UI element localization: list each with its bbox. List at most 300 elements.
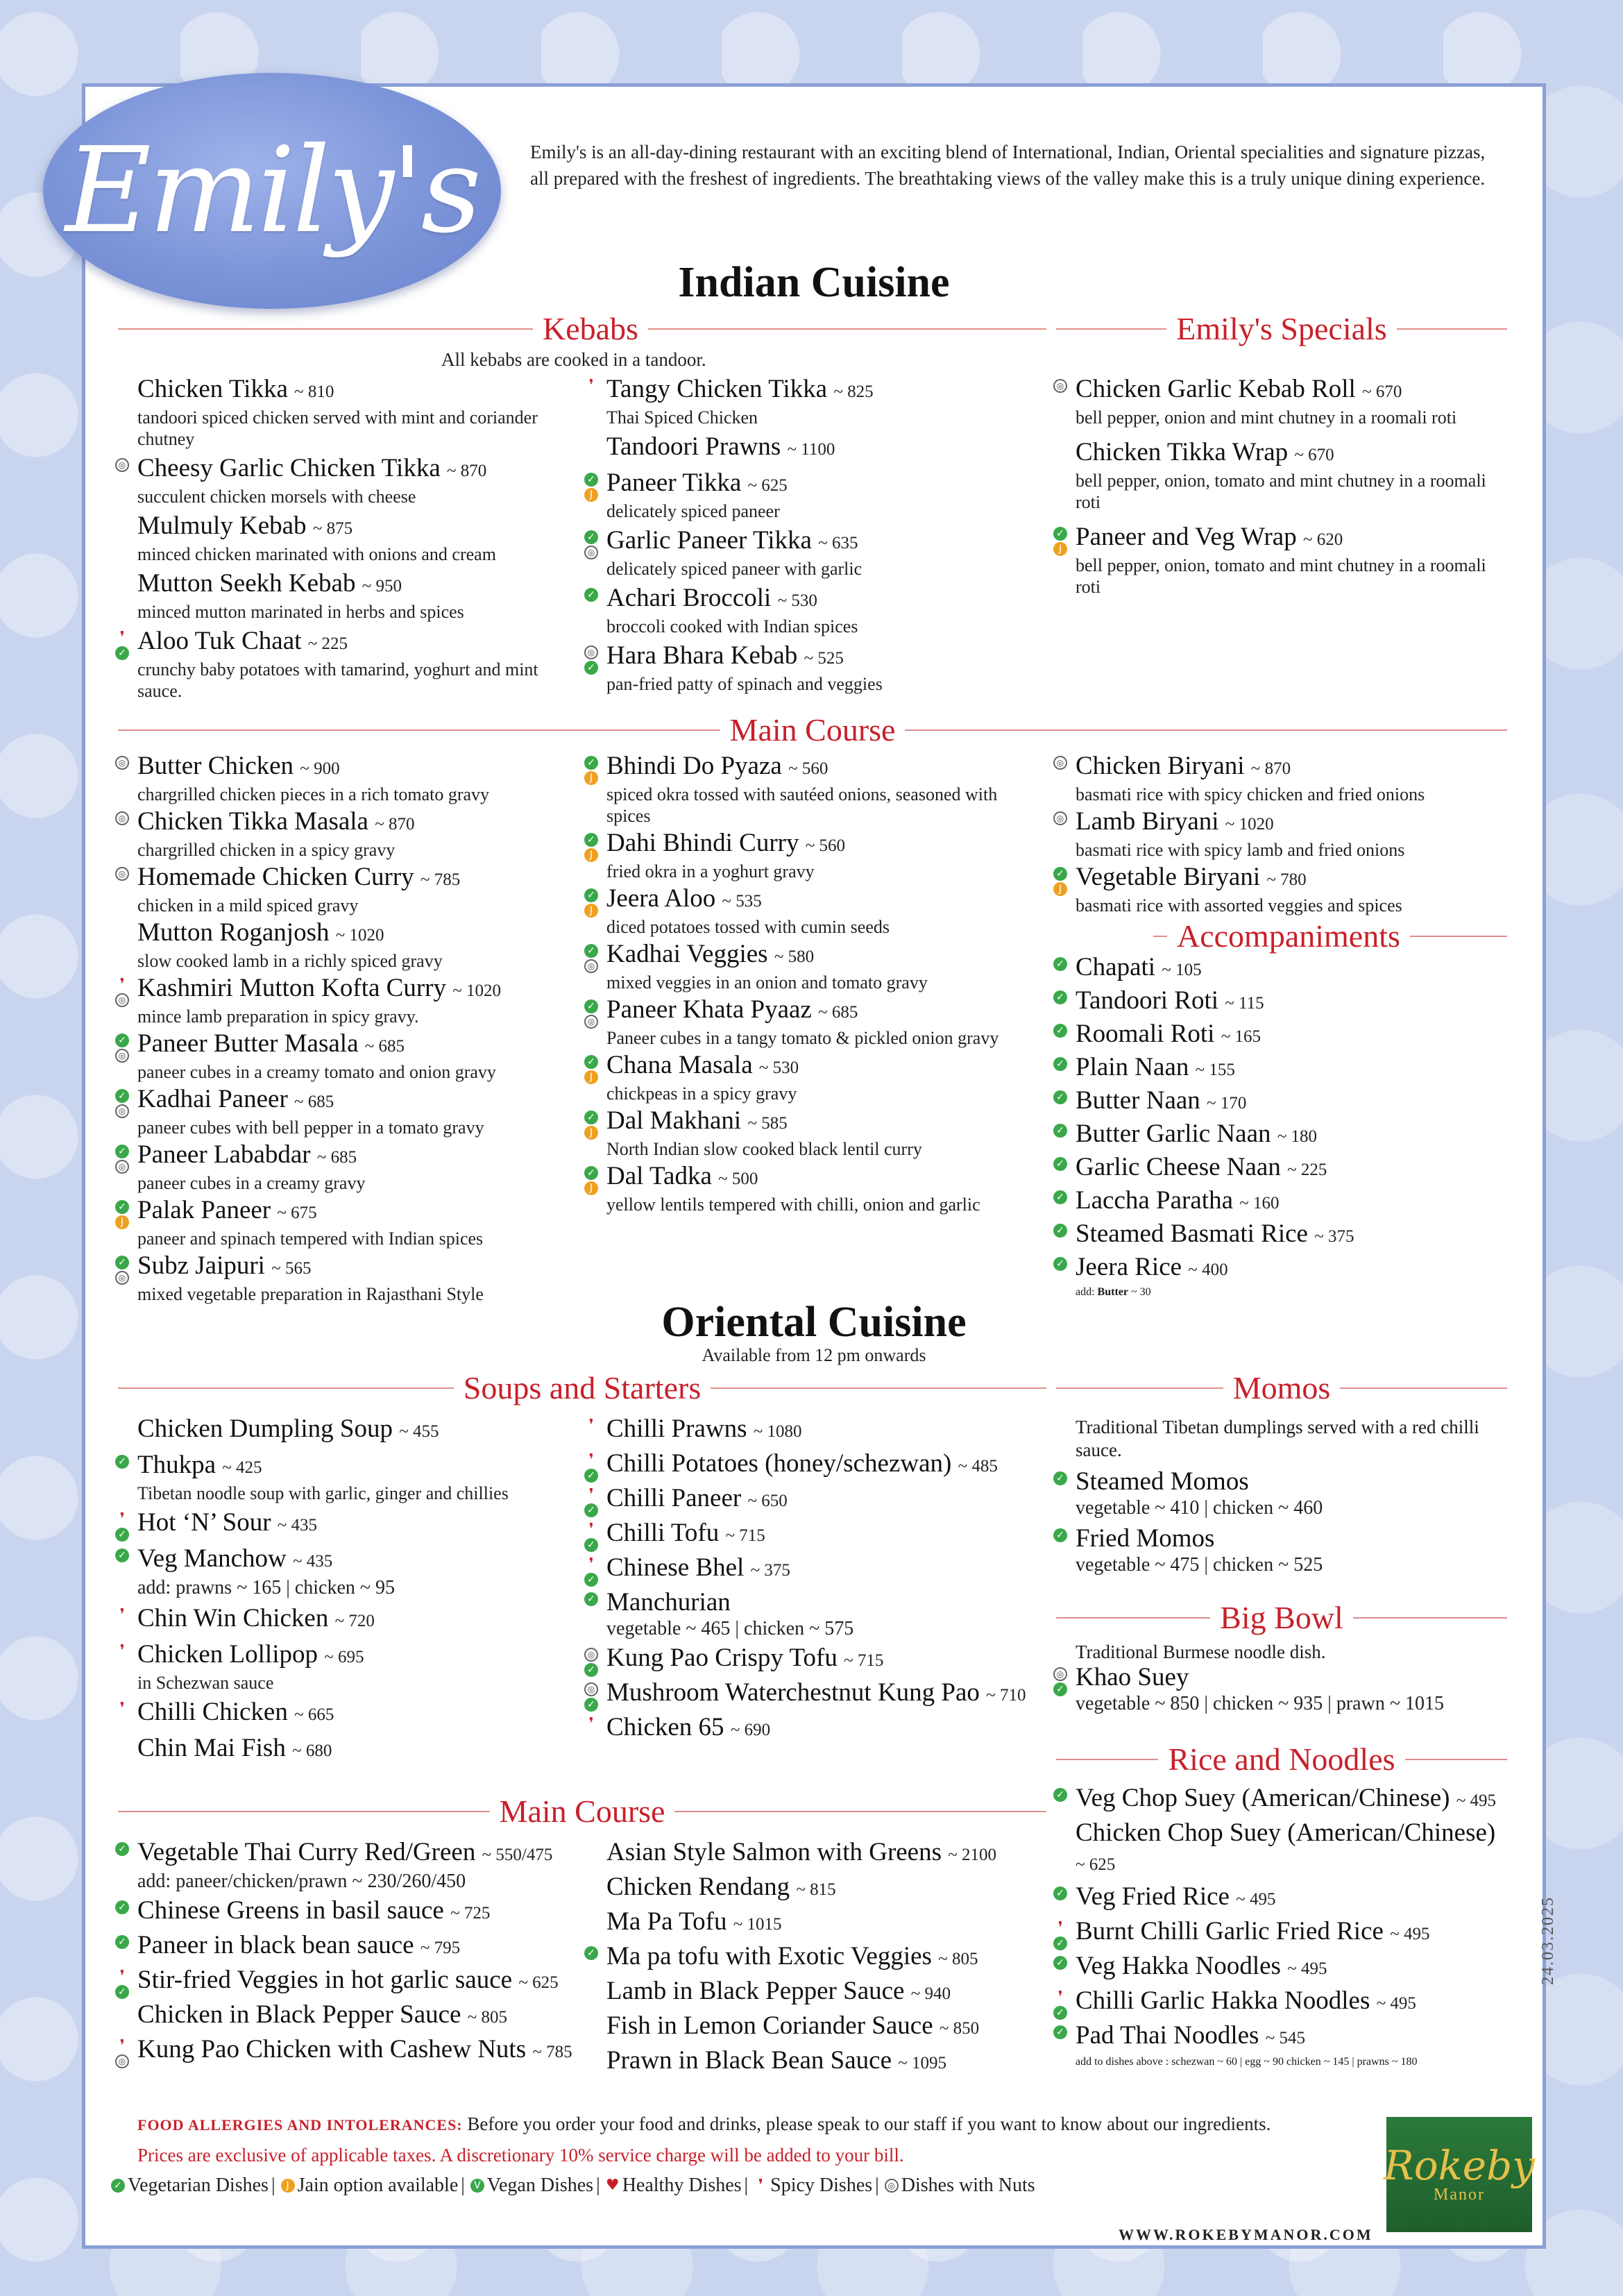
- item-desc: paneer cubes with bell pepper in a tomato gravy: [137, 1117, 484, 1138]
- item-price: ~ 1080: [753, 1422, 802, 1441]
- item-price: ~ 550/475: [482, 1846, 553, 1864]
- item-icons: [115, 1455, 133, 1469]
- item-name: [137, 1544, 583, 1576]
- veg-icon: ✓: [584, 588, 598, 602]
- item-icons: [115, 1512, 133, 1542]
- item-name: [137, 1838, 583, 1870]
- item-name-text: Vegetable Biryani: [1076, 863, 1261, 891]
- item-add: vegetable ~ 475 | chicken ~ 525: [1076, 1554, 1323, 1576]
- menu-item: [587, 1162, 1038, 1215]
- item-name: [606, 1977, 1038, 2009]
- item-name-text: Veg Fried Rice: [1076, 1882, 1230, 1911]
- item-name-text: Kadhai Veggies: [606, 940, 768, 968]
- item-price: ~ 435: [277, 1516, 318, 1535]
- nut-icon: ◎: [1053, 379, 1067, 393]
- item-price: ~ 1020: [335, 926, 384, 945]
- veg-icon: ✓: [1053, 1124, 1067, 1138]
- nut-icon: ◎: [584, 1682, 598, 1696]
- item-price: ~ 565: [271, 1259, 312, 1278]
- item-price: ~ 815: [796, 1880, 836, 1899]
- nut-icon: ◎: [1053, 811, 1067, 825]
- item-icons: [584, 1523, 602, 1552]
- big-bowl-col: [1056, 1641, 1507, 1720]
- item-name: [1076, 1882, 1507, 1914]
- nut-icon: ◎: [1053, 756, 1067, 770]
- item-price: ~ 1020: [452, 981, 502, 1000]
- menu-item: [1056, 1784, 1507, 1816]
- item-price: ~ 580: [774, 947, 815, 966]
- menu-item: [118, 1896, 583, 1928]
- item-name: [606, 1106, 1038, 1138]
- spicy-icon: ❜: [1057, 1989, 1063, 2006]
- item-desc: spiced okra tossed with sautéed onions, seasoned with spices: [606, 784, 998, 826]
- item-icons: [1053, 1788, 1071, 1802]
- item-icons: [115, 1900, 133, 1914]
- item-price: ~ 695: [324, 1648, 364, 1666]
- veg-icon: ✓: [1053, 1936, 1067, 1950]
- item-name-text: Fried Momos: [1076, 1524, 1215, 1553]
- item-icons: [115, 1842, 133, 1856]
- allergy-note: FOOD ALLERGIES AND INTOLERANCES: Before you order your food and drinks, please speak to our staff if you want to know about our ingredients.: [137, 2113, 1271, 2134]
- item-name: [1076, 1153, 1507, 1185]
- menu-item: [587, 432, 1031, 464]
- item-name-text: Mushroom Waterchestnut Kung Pao: [606, 1678, 980, 1707]
- item-price: ~ 535: [722, 892, 762, 911]
- item-name: [606, 1051, 1038, 1083]
- item-price: ~ 375: [750, 1561, 790, 1580]
- menu-item: [118, 1415, 583, 1446]
- item-price: ~ 560: [788, 759, 829, 778]
- menu-item: [118, 1698, 583, 1730]
- item-name: [1076, 1524, 1507, 1553]
- item-name-text: Chin Win Chicken: [137, 1604, 329, 1632]
- item-price: ~ 670: [1294, 446, 1334, 464]
- vegan-icon: V: [470, 2179, 484, 2193]
- menu-item: [1056, 2021, 1507, 2053]
- veg-icon: ✓: [115, 1089, 129, 1103]
- item-price: ~ 225: [307, 634, 348, 653]
- item-name-text: Dal Makhani: [606, 1106, 742, 1135]
- item-name: [137, 1931, 583, 1963]
- indian-cuisine-title: Indian Cuisine: [678, 259, 950, 306]
- menu-item: [118, 1640, 583, 1694]
- item-name-text: Chicken Dumpling Soup: [137, 1415, 393, 1443]
- menu-item: [587, 2046, 1038, 2078]
- item-name-text: Paneer and Veg Wrap: [1076, 523, 1297, 551]
- item-name-text: Butter Garlic Naan: [1076, 1120, 1271, 1148]
- item-desc: bell pepper, onion and mint chutney in a roomali roti: [1076, 407, 1457, 428]
- item-price: ~ 530: [758, 1058, 799, 1077]
- menu-date: 24.03.2025: [1539, 1896, 1557, 1985]
- item-name-text: Chinese Greens in basil sauce: [137, 1896, 444, 1925]
- menu-item: [1056, 1917, 1507, 1949]
- menu-item: [587, 1942, 1038, 1974]
- item-name-text: Plain Naan: [1076, 1053, 1189, 1081]
- item-icons: [1053, 2025, 1071, 2039]
- item-name: [137, 1196, 583, 1228]
- spicy-icon: ❜: [119, 1968, 125, 1985]
- item-name: [1076, 863, 1507, 895]
- item-name-text: Chin Mai Fish: [137, 1734, 286, 1762]
- veg-icon: ✓: [115, 1842, 129, 1856]
- veg-icon: ✓: [1053, 1057, 1067, 1071]
- item-name: [137, 512, 583, 543]
- menu-item: [118, 1140, 583, 1194]
- menu-item: [118, 1451, 583, 1504]
- menu-item: [587, 1106, 1038, 1160]
- item-name-text: Chicken Garlic Kebab Roll: [1076, 375, 1356, 403]
- item-icons: [584, 1648, 602, 1677]
- veg-icon: ✓: [1053, 1471, 1067, 1485]
- kebabs-col1: [118, 375, 583, 706]
- kebabs-note: All kebabs are cooked in a tandoor.: [441, 349, 706, 370]
- item-name: [137, 2035, 583, 2067]
- item-icons: [115, 1644, 133, 1658]
- item-desc: paneer and spinach tempered with Indian spices: [137, 1229, 484, 1249]
- item-name: [1076, 1818, 1507, 1880]
- menu-item: [587, 995, 1038, 1049]
- spicy-icon: ❜: [119, 629, 125, 646]
- nut-icon: ◎: [584, 1015, 598, 1029]
- item-name-text: Paneer Khata Pyaaz: [606, 995, 812, 1024]
- item-name-text: Chicken Chop Suey (American/Chinese): [1076, 1818, 1496, 1847]
- veg-icon: ✓: [115, 1145, 129, 1158]
- legend-label: Spicy Dishes: [770, 2175, 873, 2196]
- item-price: ~ 225: [1287, 1160, 1327, 1179]
- menu-item: [118, 569, 583, 623]
- item-desc: chicken in a mild spiced gravy: [137, 895, 359, 915]
- item-icons: [1053, 1190, 1071, 1204]
- spicy-icon: ❜: [758, 2177, 763, 2194]
- veg-icon: ✓: [584, 999, 598, 1013]
- legend-item: [281, 2175, 465, 2197]
- item-name: [1076, 752, 1507, 784]
- item-name-text: Chicken Rendang: [606, 1873, 790, 1901]
- item-name-text: Garlic Paneer Tikka: [606, 526, 812, 555]
- item-price: ~ 1100: [787, 440, 835, 459]
- item-name: [1076, 1020, 1507, 1052]
- veg-icon: ✓: [115, 1985, 129, 1999]
- nut-icon: ◎: [115, 2054, 129, 2068]
- item-name: [137, 1698, 583, 1730]
- item-name: [606, 469, 1031, 500]
- legend-item: [470, 2175, 600, 2197]
- item-icons: [1053, 1157, 1071, 1171]
- item-name: [606, 1942, 1038, 1974]
- item-price: ~ 625: [747, 476, 788, 495]
- item-icons: [584, 944, 602, 973]
- veg-icon: ✓: [584, 1166, 598, 1180]
- item-name-text: Paneer Butter Masala: [137, 1029, 359, 1058]
- item-name-text: Butter Chicken: [137, 752, 294, 780]
- item-icons: [584, 1111, 602, 1140]
- nut-icon: ◎: [115, 1160, 129, 1174]
- item-name: [606, 432, 1031, 464]
- spicy-icon: ❜: [588, 1715, 594, 1732]
- item-name: [137, 918, 583, 950]
- item-name: [606, 375, 1031, 407]
- item-name-text: Chilli Paneer: [606, 1484, 742, 1512]
- item-name-text: Garlic Cheese Naan: [1076, 1153, 1281, 1181]
- item-desc: succulent chicken morsels with cheese: [137, 487, 416, 507]
- item-price: ~ 720: [334, 1612, 375, 1630]
- item-price: ~ 530: [777, 591, 817, 610]
- nut-icon: ◎: [115, 1104, 129, 1118]
- item-name: [137, 1734, 583, 1766]
- item-name: [137, 627, 583, 659]
- menu-item: [1056, 1086, 1507, 1118]
- item-desc: basmati rice with spicy chicken and fried onions: [1076, 784, 1425, 804]
- item-icons: [1053, 1471, 1071, 1485]
- item-icons: [1053, 1090, 1071, 1104]
- item-name-text: Palak Paneer: [137, 1196, 271, 1224]
- legend-label: Dishes with Nuts: [901, 2175, 1035, 2196]
- item-icons: [1053, 1057, 1071, 1071]
- menu-item: [1056, 1020, 1507, 1052]
- item-icons: [584, 1055, 602, 1084]
- item-name-text: Kadhai Paneer: [137, 1085, 288, 1113]
- veg-icon: ✓: [1053, 990, 1067, 1004]
- item-icons: [115, 978, 133, 1007]
- legend-separator: |: [744, 2175, 749, 2196]
- big-bowl-desc: Traditional Burmese noodle dish.: [1076, 1641, 1326, 1662]
- item-name-text: Steamed Basmati Rice: [1076, 1219, 1308, 1248]
- menu-item: [1056, 375, 1507, 428]
- item-name-text: Steamed Momos: [1076, 1467, 1249, 1496]
- item-price: ~ 665: [294, 1705, 334, 1724]
- item-name: [1076, 1986, 1507, 2018]
- menu-item: [587, 1678, 1038, 1710]
- item-name: [1076, 1467, 1507, 1496]
- item-name-text: Chinese Bhel: [606, 1553, 745, 1582]
- nut-icon: ◎: [584, 1648, 598, 1662]
- item-icons: [1053, 756, 1071, 770]
- menu-item: [118, 627, 583, 702]
- spicy-icon: ❜: [119, 1642, 125, 1660]
- item-desc: fried okra in a yoghurt gravy: [606, 861, 815, 881]
- item-name: [606, 1644, 1038, 1675]
- item-icons: [584, 1592, 602, 1606]
- item-name: [137, 1896, 583, 1928]
- jain-icon: J: [1053, 542, 1067, 556]
- item-name-text: Mulmuly Kebab: [137, 512, 307, 540]
- menu-item: [587, 1713, 1038, 1745]
- spicy-icon: ❜: [119, 1510, 125, 1528]
- item-name: Khao Suey: [1076, 1663, 1189, 1691]
- accompaniments-heading: Accompaniments: [1153, 918, 1507, 954]
- item-icons: [115, 1970, 133, 1999]
- item-icons: [1053, 1257, 1071, 1271]
- menu-item: [587, 752, 1038, 827]
- menu-item: [118, 454, 583, 507]
- menu-item: [118, 1544, 583, 1600]
- website-url[interactable]: WWW.ROKEBYMANOR.COM: [1119, 2226, 1373, 2243]
- oriental-main-course-heading: Main Course: [118, 1793, 1046, 1830]
- menu-item: [1056, 1253, 1507, 1285]
- item-name-text: Chicken in Black Pepper Sauce: [137, 2000, 461, 2029]
- menu-item: [1056, 1524, 1507, 1577]
- item-name-text: Chana Masala: [606, 1051, 753, 1079]
- nut-icon: ◎: [115, 867, 129, 881]
- menu-item: [118, 1966, 583, 1998]
- item-price: ~ 425: [222, 1458, 262, 1477]
- legend-label: Jain option available: [297, 2175, 459, 2196]
- item-icons: [115, 756, 133, 770]
- item-name-text: Paneer Tikka: [606, 469, 742, 497]
- nut-icon: ◎: [115, 1271, 129, 1285]
- menu-item: [118, 807, 583, 861]
- item-add: vegetable ~ 465 | chicken ~ 575: [606, 1618, 854, 1639]
- item-price: ~ 625: [518, 1973, 559, 1992]
- item-name-text: Dal Tadka: [606, 1162, 712, 1190]
- item-name-text: Chicken 65: [606, 1713, 724, 1741]
- item-price: ~ 715: [844, 1651, 884, 1670]
- item-icons: [584, 756, 602, 785]
- item-icons: [584, 473, 602, 502]
- menu-item: [1056, 1663, 1507, 1716]
- item-name-text: Hot ‘N’ Sour: [137, 1508, 271, 1537]
- item-icons: [115, 1089, 133, 1118]
- item-price: ~ 785: [420, 870, 461, 889]
- item-price: ~ 2100: [948, 1846, 997, 1864]
- item-name-text: Asian Style Salmon with Greens: [606, 1838, 942, 1866]
- spicy-icon: ❜: [588, 1451, 594, 1469]
- add-label: add:: [1076, 1286, 1095, 1298]
- rice-col: [1056, 1784, 1507, 2068]
- jain-icon: J: [281, 2179, 295, 2193]
- item-name-text: Ma pa tofu with Exotic Veggies: [606, 1942, 932, 1970]
- item-name: [137, 1604, 583, 1636]
- item-name: [606, 526, 1031, 558]
- item-name-text: Stir-fried Veggies in hot garlic sauce: [137, 1966, 513, 1994]
- veg-icon: ✓: [584, 1111, 598, 1124]
- veg-icon: ✓: [111, 2179, 125, 2193]
- menu-item: [118, 1931, 583, 1963]
- item-icons: [584, 1488, 602, 1517]
- item-name-text: Chicken Lollipop: [137, 1640, 318, 1669]
- spicy-icon: ❜: [119, 2037, 125, 2054]
- veg-icon: ✓: [115, 1935, 129, 1949]
- item-price: ~ 685: [316, 1148, 357, 1167]
- item-name: [137, 1451, 583, 1483]
- menu-item: [1056, 1882, 1507, 1914]
- emilys-logo: Emily's: [43, 73, 501, 309]
- legend-item: [111, 2175, 275, 2197]
- item-price: ~ 435: [293, 1552, 333, 1571]
- item-name: [606, 1415, 1038, 1446]
- menu-item: [1056, 953, 1507, 985]
- menu-item: [118, 1838, 583, 1893]
- menu-item: [587, 1519, 1038, 1551]
- veg-icon: ✓: [1053, 527, 1067, 541]
- veg-icon: ✓: [1053, 1157, 1067, 1171]
- item-icons: [1053, 1956, 1071, 1970]
- item-desc: tandoori spiced chicken served with mint and coriander chutney: [137, 407, 538, 449]
- menu-item: [118, 863, 583, 916]
- item-price: ~ 685: [818, 1003, 858, 1022]
- legend-separator: |: [271, 2175, 275, 2196]
- menu-item: [587, 1977, 1038, 2009]
- item-icons: [1053, 1024, 1071, 1038]
- item-price: ~ 375: [1314, 1227, 1354, 1246]
- menu-item: [587, 1553, 1038, 1585]
- item-icons: [115, 1608, 133, 1622]
- menu-item: [118, 1196, 583, 1249]
- item-name-text: Pad Thai Noodles: [1076, 2021, 1259, 2050]
- item-name: [137, 375, 583, 407]
- nut-icon: ◎: [584, 959, 598, 973]
- veg-icon: ✓: [584, 1573, 598, 1587]
- oriental-cuisine-title: Oriental Cuisine: [661, 1299, 967, 1346]
- item-add: add: prawns ~ 165 | chicken ~ 95: [137, 1577, 396, 1598]
- item-price: ~ 1015: [733, 1915, 782, 1934]
- indian-main-col2: [587, 752, 1038, 1217]
- veg-icon: ✓: [584, 944, 598, 958]
- item-name: [1076, 1917, 1507, 1949]
- item-price: ~ 940: [910, 1984, 951, 2003]
- item-price: ~ 170: [1207, 1094, 1247, 1113]
- item-price: ~ 825: [833, 382, 874, 401]
- item-name: [1076, 523, 1507, 555]
- oriental-subtitle: Available from 12 pm onwards: [702, 1345, 926, 1365]
- item-price: ~ 715: [725, 1526, 765, 1545]
- menu-item: [587, 526, 1031, 580]
- item-name: [606, 1713, 1038, 1745]
- item-name: [1076, 1952, 1507, 1984]
- item-name-text: Prawn in Black Bean Sauce: [606, 2046, 892, 2075]
- item-name: [1076, 986, 1507, 1018]
- item-name-text: Chicken Biryani: [1076, 752, 1245, 780]
- item-name: [606, 1553, 1038, 1585]
- veg-icon: ✓: [1053, 957, 1067, 971]
- item-desc: mince lamb preparation in spicy gravy.: [137, 1006, 419, 1027]
- item-name: [1076, 807, 1507, 839]
- item-desc: chickpeas in a spicy gravy: [606, 1083, 797, 1104]
- item-price: ~ 455: [399, 1422, 439, 1441]
- item-icons: [584, 1419, 602, 1433]
- item-name-text: Chilli Prawns: [606, 1415, 747, 1443]
- veg-icon: ✓: [1053, 1224, 1067, 1238]
- item-icons: [584, 1166, 602, 1195]
- soups-col2: [587, 1415, 1038, 1748]
- item-name: [1076, 1186, 1507, 1218]
- kebabs-heading: Kebabs: [118, 310, 1046, 347]
- item-name: [137, 807, 583, 839]
- item-price: ~ 785: [532, 2043, 572, 2061]
- rokeby-manor-logo: Rokeby Manor: [1386, 2117, 1532, 2232]
- veg-icon: ✓: [584, 661, 598, 675]
- item-name: [137, 1085, 583, 1117]
- item-price: ~ 875: [312, 519, 353, 538]
- item-name-text: Thukpa: [137, 1451, 216, 1479]
- prices-note: Prices are exclusive of applicable taxes. A discretionary 10% service charge will be added to your bill.: [137, 2145, 904, 2166]
- item-price: ~ 795: [420, 1939, 461, 1957]
- jain-icon: J: [584, 848, 598, 862]
- veg-icon: ✓: [115, 1256, 129, 1269]
- veg-icon: ✓: [1053, 1788, 1067, 1802]
- item-icons: [584, 833, 602, 862]
- item-add: add: paneer/chicken/prawn ~ 230/260/450: [137, 1871, 466, 1892]
- item-name: [137, 863, 583, 895]
- item-price: ~ 675: [277, 1204, 317, 1222]
- jain-icon: J: [584, 771, 598, 785]
- spicy-icon: ❜: [588, 377, 594, 394]
- veg-icon: ✓: [115, 1455, 129, 1469]
- item-icons: [584, 530, 602, 559]
- item-price: ~ 900: [300, 759, 340, 778]
- veg-icon: ✓: [584, 756, 598, 770]
- menu-item: [1056, 1219, 1507, 1251]
